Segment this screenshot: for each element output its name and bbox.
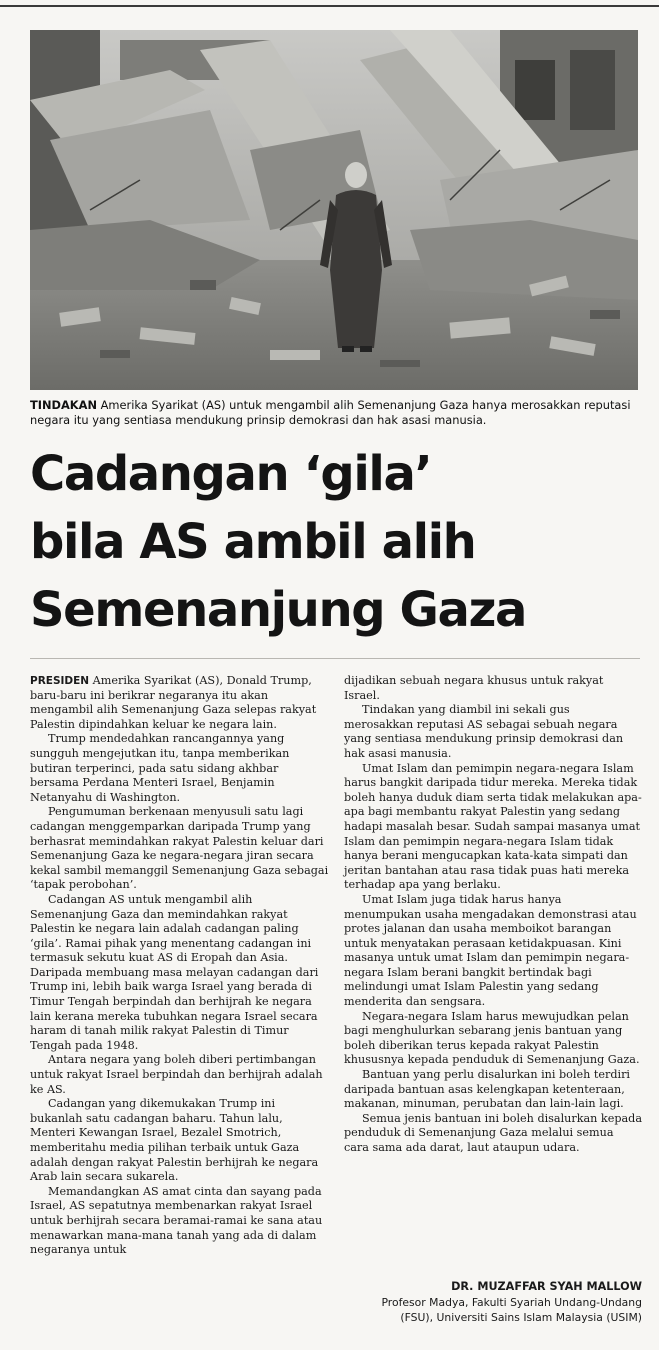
- caption-lead: TINDAKAN: [30, 398, 97, 412]
- paragraph-8: Tindakan yang diambil ini sekali gus merosakkan reputasi AS sebagai sebuah negara yang sentiasa mendukung prinsip demokrasi dan hak asasi manusia.: [344, 703, 624, 760]
- paragraph-12: Bantuan yang perlu disalurkan ini boleh terdiri daripada bantuan asas kelengkapan ketenteraan, makanan, minuman, perubatan dan lain-lain lagi.: [344, 1068, 631, 1111]
- paragraph-11: Negara-negara Islam harus mewujudkan pelan bagi menghulurkan sebarang jenis bantuan yang boleh diberikan terus kepada rakyat Palestin khususnya kepada penduduk di Semenanjung Gaza.: [344, 1009, 640, 1067]
- author-affiliation: [344, 1295, 642, 1325]
- paragraph-9: Umat Islam dan pemimpin negara-negara Islam harus bangkit daripada tidur mereka. Mereka tidak boleh hanya duduk diam serta tidak melakukan apa-apa bagi membantu rakyat Palestin yang sedang hadapi masalah besar. Sudah sampai masanya umat Islam dan pemimpin negara-negara Islam tidak hanya berani mengucapkan kata-kata simpati dan jeritan bantahan atau rasa tidak puas hati mereka terhadap apa yang berlaku.: [344, 761, 642, 892]
- paragraph-7: Memandangkan AS amat cinta dan sayang pada Israel, AS sepatutnya membenarkan rakyat Israel untuk berhijrah secara beramai-ramai ke sana atau menawarkan mana-mana tanah yang ada di dalam negaranya untuk: [30, 1184, 323, 1257]
- paragraph-1: [30, 674, 330, 732]
- article-column-right: [344, 674, 642, 1156]
- paragraph-7-continued: dijadikan sebuah negara khusus untuk rakyat Israel.: [344, 674, 604, 702]
- paragraph-2: Trump mendedahkan rancangannya yang sungguh mengejutkan itu, tanpa memberikan butiran terperinci, pada satu sidang akhbar bersama Perdana Menteri Israel, Benjamin Netanyahu di Washington.: [30, 732, 290, 804]
- paragraph-3: Pengumuman berkenaan menyusuli satu lagi cadangan menggemparkan daripada Trump yang berhasrat memindahkan rakyat Palestin keluar dari Semenanjung Gaza ke negara-negara jiran secara kekal sambil memanggil Semenanjung Gaza sebagai ‘tapak perobohan’.: [30, 805, 329, 892]
- affiliation-line-1: Profesor Madya, Fakulti Syariah Undang-Undang: [381, 1296, 642, 1309]
- paragraph-10: Umat Islam juga tidak harus hanya menumpukan usaha mengadakan demonstrasi atau protes jalanan dan usaha memboikot barangan untuk menyatakan perasaan ketidakpuasan. Kini masanya untuk umat Islam dan pemimpin negara-negara Islam berani bangkit bertindak bagi melindungi umat Islam Palestin yang sedang menderita dan sengsara.: [344, 892, 637, 1009]
- photo-caption: [30, 398, 642, 428]
- author-byline: [344, 1279, 642, 1325]
- paragraph-6: Cadangan yang dikemukakan Trump ini bukanlah satu cadangan baharu. Tahun lalu, Menteri Kewangan Israel, Bezalel Smotrich, memberitahu media pilihan terbaik untuk Gaza adalah dengan rakyat Palestin berhijrah ke negara Arab lain secara sukarela.: [30, 1097, 319, 1184]
- headline-rule: [30, 658, 640, 659]
- paragraph-4: Cadangan AS untuk mengambil alih Semenanjung Gaza dan memindahkan rakyat Palestin ke negara lain adalah cadangan paling ‘gila’. Ramai pihak yang menentang cadangan ini termasuk sekutu kuat AS di Eropah dan Asia. Daripada membuang masa melayan cadangan dari Trump ini, lebih baik warga Israel yang berada di Timur Tengah berpindah dan berhijrah ke negara lain kerana mereka tubuhkan negara Israel secara haram di tanah milik rakyat Palestin di Timur Tengah pada 1948.: [30, 892, 319, 1052]
- caption-text: Amerika Syarikat (AS) untuk mengambil alih Semenanjung Gaza hanya merosakkan reputasi negara itu yang sentiasa mendukung prinsip demokrasi dan hak asasi manusia.: [30, 398, 631, 427]
- affiliation-line-2: (FSU), Universiti Sains Islam Malaysia (USIM): [400, 1311, 642, 1324]
- paragraph-5: Antara negara yang boleh diberi pertimbangan untuk rakyat Israel berpindah dan berhijrah adalah ke AS.: [30, 1053, 323, 1096]
- author-name: DR. MUZAFFAR SYAH MALLOW: [451, 1280, 642, 1293]
- rubble-photo: [30, 30, 638, 390]
- headline-line-2: bila AS ambil alih: [30, 514, 476, 570]
- article-column-left: [30, 674, 330, 1258]
- headline: [30, 440, 645, 644]
- paragraph-1-text: Amerika Syarikat (AS), Donald Trump, baru-baru ini berikrar negaranya itu akan mengambil alih Semenanjung Gaza selepas rakyat Palestin dipindahkan keluar ke negara lain.: [30, 674, 317, 731]
- article-kicker: PRESIDEN: [30, 675, 90, 687]
- headline-line-3: Semenanjung Gaza: [30, 582, 527, 638]
- page-top-rule: [0, 5, 659, 7]
- headline-line-1: Cadangan ‘gila’: [30, 446, 432, 502]
- paragraph-13: Semua jenis bantuan ini boleh disalurkan kepada penduduk di Semenanjung Gaza melalui semua cara sama ada darat, laut ataupun udara.: [344, 1111, 642, 1154]
